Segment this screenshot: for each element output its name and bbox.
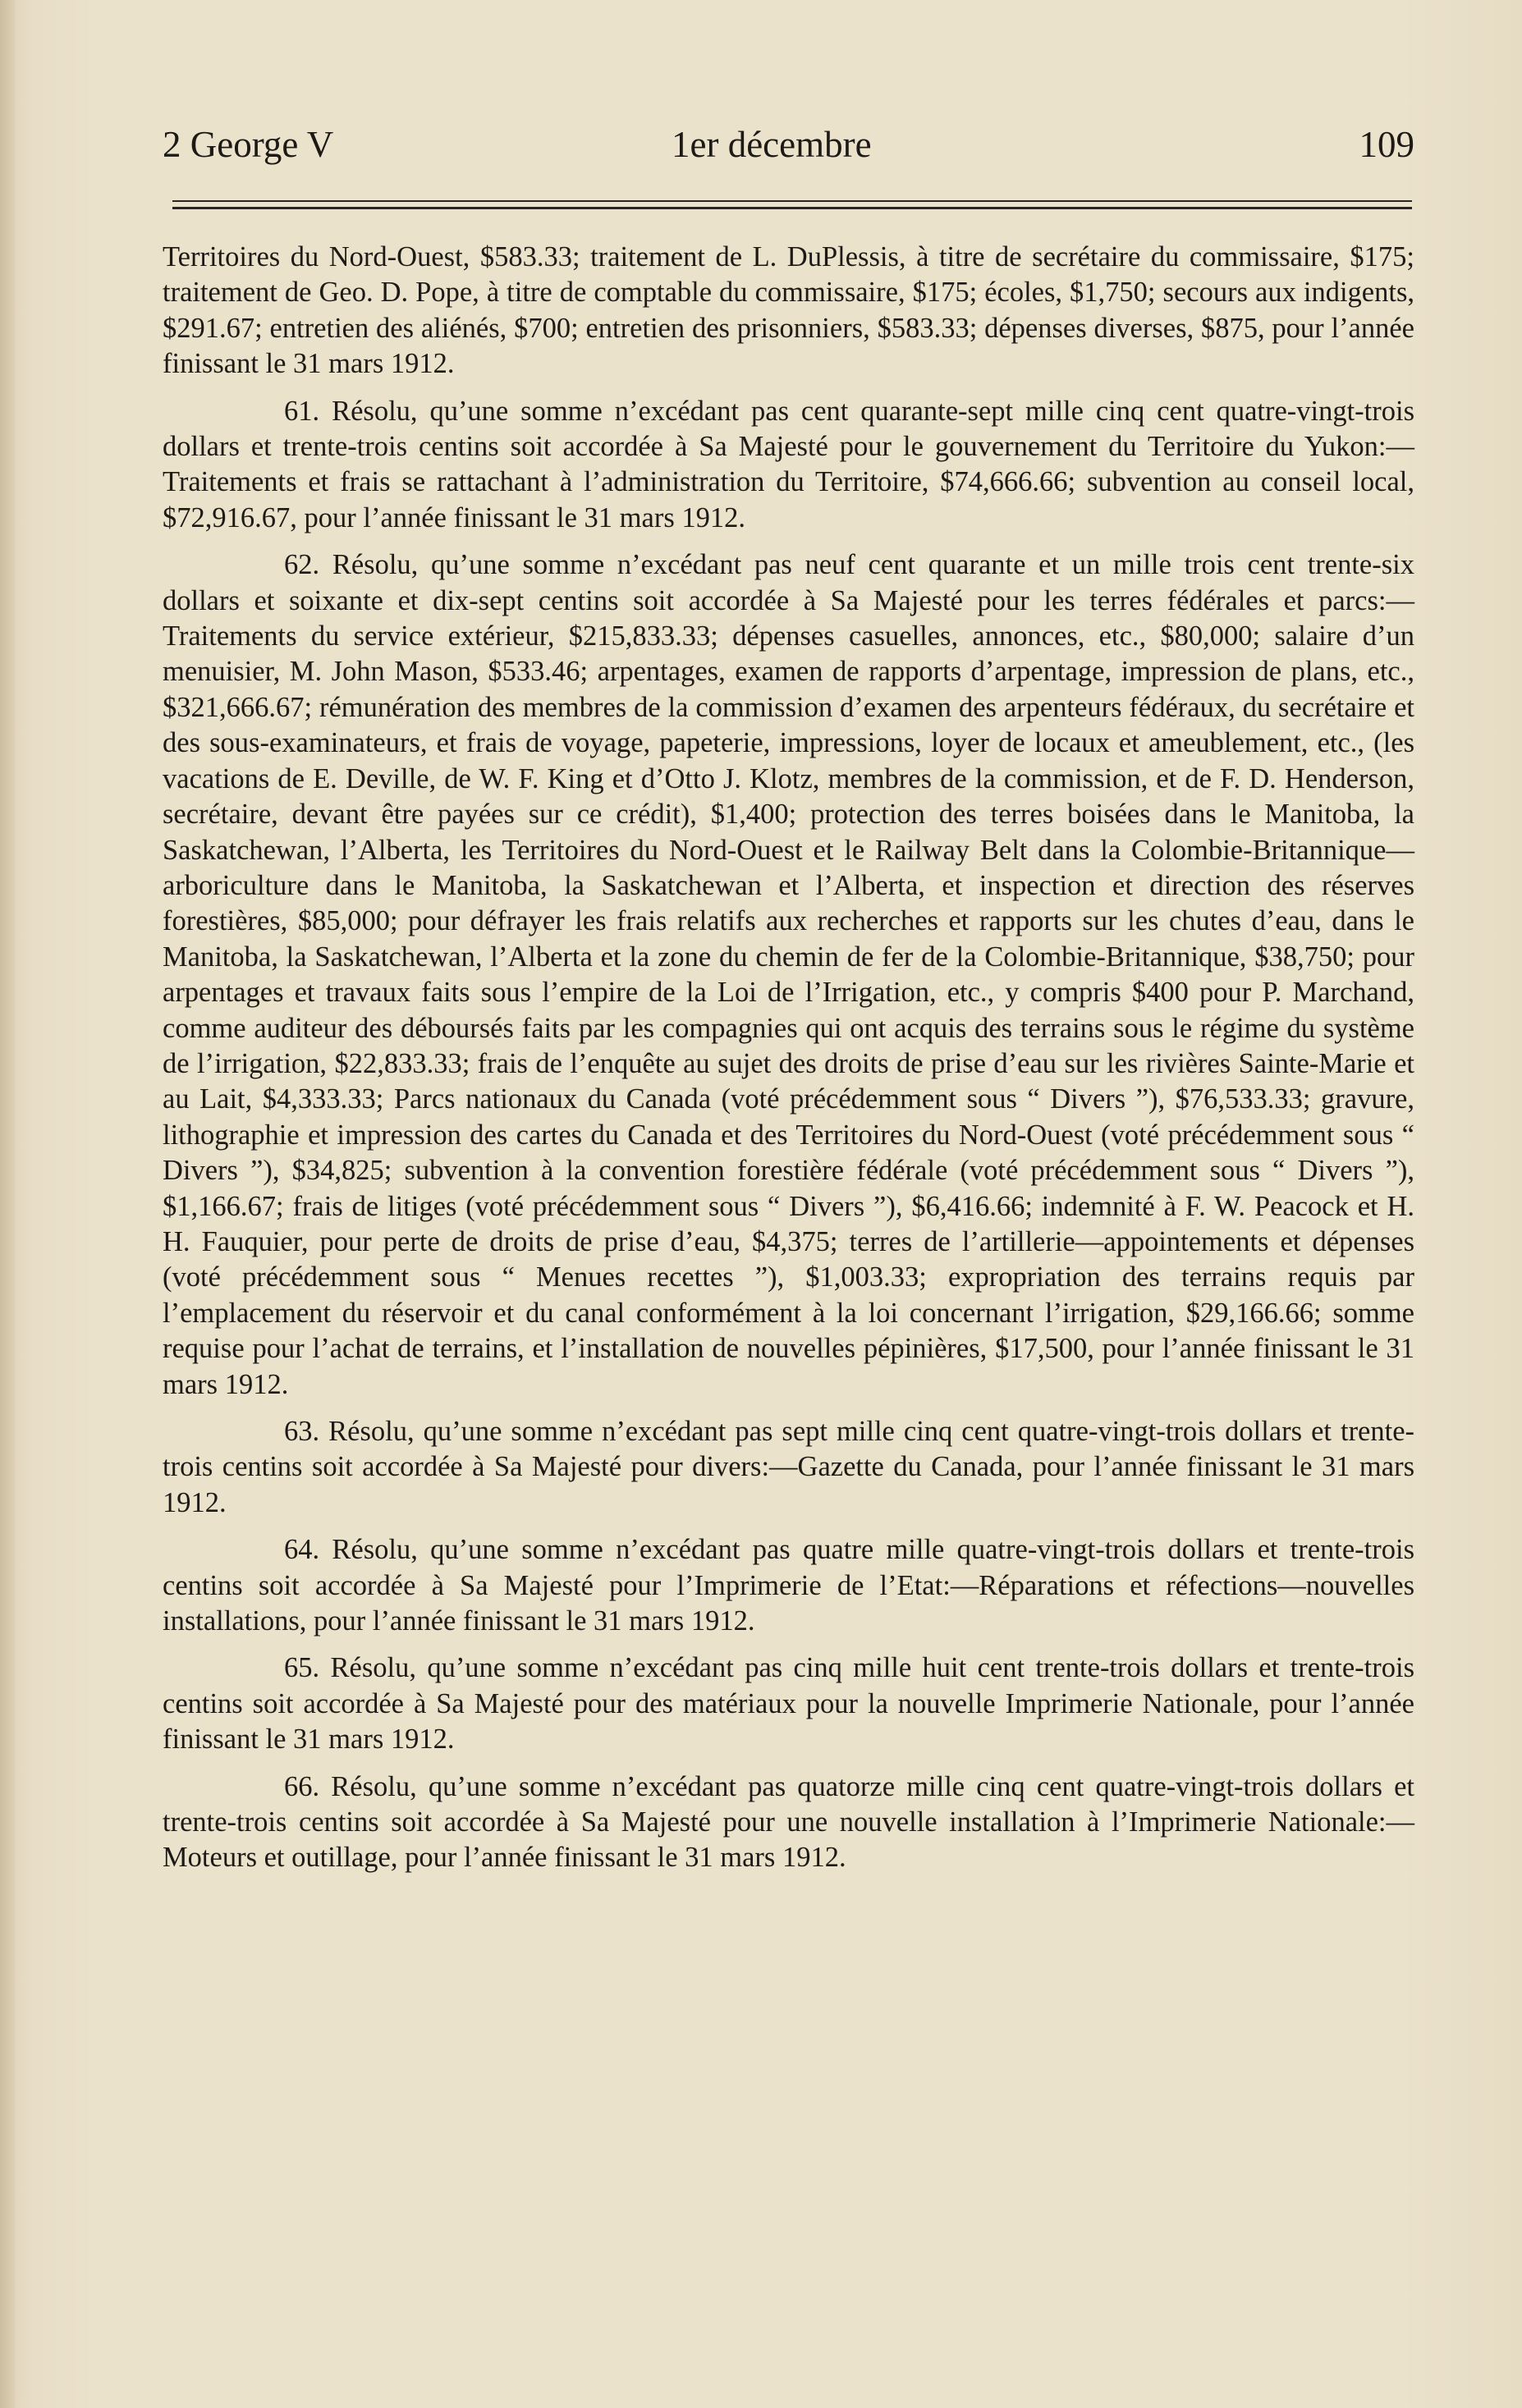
header-date: 1er décembre	[672, 124, 872, 165]
resolution-63	[163, 1414, 1414, 1521]
resolution-number: 63.	[284, 1416, 320, 1447]
resolution-62	[163, 547, 1414, 1403]
resolution-66	[163, 1769, 1414, 1876]
header-regnal-year: 2 George V	[163, 124, 334, 165]
resolution-number: 65.	[284, 1652, 320, 1684]
paragraph-continued	[163, 240, 1414, 382]
resolution-64	[163, 1532, 1414, 1639]
resolution-text: Résolu, qu’une somme n’excédant pas cinq mille huit cent trente-trois dollars et trente-trois centins soit accordée à Sa Majesté pour des matériaux pour la nouvelle Imprimerie Nationale, pour l’année finissant le 31 mars 1912.	[163, 1652, 1415, 1756]
resolution-number: 62.	[284, 549, 320, 581]
body-text	[163, 240, 1414, 1888]
resolution-65	[163, 1650, 1414, 1757]
resolution-text: Résolu, qu’une somme n’excédant pas sept mille cinq cent quatre-vingt-trois dollars et trente-trois centins soit accordée à Sa Majesté pour divers:—Gazette du Canada, pour l’année finissant le 31 mars 1912.	[163, 1416, 1415, 1518]
resolution-text: Résolu, qu’une somme n’excédant pas quatre mille quatre-vingt-trois dollars et trente-trois centins soit accordée à Sa Majesté pour l’Imprimerie de l’Etat:—Réparations et réfections—nouvelles installations, pour l’année finissant le 31 mars 1912.	[163, 1534, 1415, 1637]
resolution-number: 61.	[284, 395, 320, 427]
resolution-text: Résolu, qu’une somme n’excédant pas neuf cent quarante et un mille trois cent trente-six dollars et soixante et dix-sept centins soit accordée à Sa Majesté pour les terres fédérales et parcs:—Traitements du service extérieur, $215,833.33; dépenses casuelles, annonces, etc., $80,000; salaire d’un menuisier, M. John Mason, $533.46; arpentages, examen de rapports d’arpentage, impression de plans, etc., $321,666.67; rémunération des membres de la commission d’examen des arpenteurs fédéraux, du secrétaire et des sous-examinateurs, et frais de voyage, papeterie, impressions, loyer de locaux et ameublement, etc., (les vacations de E. Deville, de W. F. King et d’Otto J. Klotz, membres de la commission, et de F. D. Henderson, secrétaire, devant être payées sur ce crédit), $1,400; protection des terres boisées dans le Manitoba, la Saskatchewan, l’Alberta, les Territoires du Nord-Ouest et le Railway Belt dans la Colombie-Britannique—arboriculture dans le Manitoba, la Saskatchewan et l’Alberta, et inspection et direction des réserves forestières, $85,000; pour défrayer les frais relatifs aux recherches et rapports sur les chutes d’eau, dans le Manitoba, la Saskatchewan, l’Alberta et la zone du chemin de fer de la Colombie-Britannique, $38,750; pour arpentages et travaux faits sous l’empire de la Loi de l’Irrigation, etc., y compris $400 pour P. Marchand, comme auditeur des déboursés faits par les compagnies qui ont acquis des terrains sous le régime du système de l’irrigation, $22,833.33; frais de l’enquête au sujet des droits de prise d’eau sur les rivières Sainte-Marie et au Lait, $4,333.33; Parcs nationaux du Canada (voté précédemment sous “ Divers ”), $76,533.33; gravure, lithographie et impression des cartes du Canada et des Territoires du Nord-Ouest (voté précédemment sous “ Divers ”), $34,825; subvention à la convention forestière fédérale (voté précédemment sous “ Divers ”), $1,166.67; frais de litiges (voté précédemment sous “ Divers ”), $6,416.66; indemnité à F. W. Peacock et H. H. Fauquier, pour perte de droits de prise d’eau, $4,375; terres de l’artillerie—appointements et dépenses (voté précédemment sous “ Menues recettes ”), $1,003.33; expropriation des terrains requis par l’emplacement du réservoir et du canal conformément à la loi concernant l’irrigation, $29,166.66; somme requise pour l’achat de terrains, et l’installation de nouvelles pépinières, $17,500, pour l’année finissant le 31 mars 1912.	[163, 549, 1414, 1400]
running-header	[163, 123, 1414, 181]
resolution-number: 66.	[284, 1770, 320, 1802]
header-rule-thick	[172, 207, 1412, 209]
resolution-text: Résolu, qu’une somme n’excédant pas quatorze mille cinq cent quatre-vingt-trois dollars et trente-trois centins soit accordée à Sa Majesté pour une nouvelle installation à l’Imprimerie Nationale:—Moteurs et outillage, pour l’année finissant le 31 mars 1912.	[163, 1770, 1414, 1874]
resolution-number: 64.	[284, 1534, 320, 1566]
resolution-text: Résolu, qu’une somme n’excédant pas cent quarante-sept mille cinq cent quatre-vingt-trois dollars et trente-trois centins soit accordée à Sa Majesté pour le gouvernement du Territoire du Yukon:—Traitements et frais se rattachant à l’administration du Territoire, $74,666.66; subvention au conseil local, $72,916.67, pour l’année finissant le 31 mars 1912.	[163, 395, 1415, 533]
header-page-number: 109	[1359, 124, 1414, 165]
resolution-61	[163, 394, 1414, 537]
page-binding-shadow	[0, 0, 15, 2408]
paragraph-text: Territoires du Nord-Ouest, $583.33; traitement de L. DuPlessis, à titre de secrétaire du commissaire, $175; traitement de Geo. D. Pope, à titre de comptable du commissaire, $175; écoles, $1,750; secours aux indigents, $291.67; entretien des aliénés, $700; entretien des prisonniers, $583.33; dépenses diverses, $875, pour l’année finissant le 31 mars 1912.	[163, 241, 1414, 380]
header-rule-thin	[172, 200, 1412, 202]
